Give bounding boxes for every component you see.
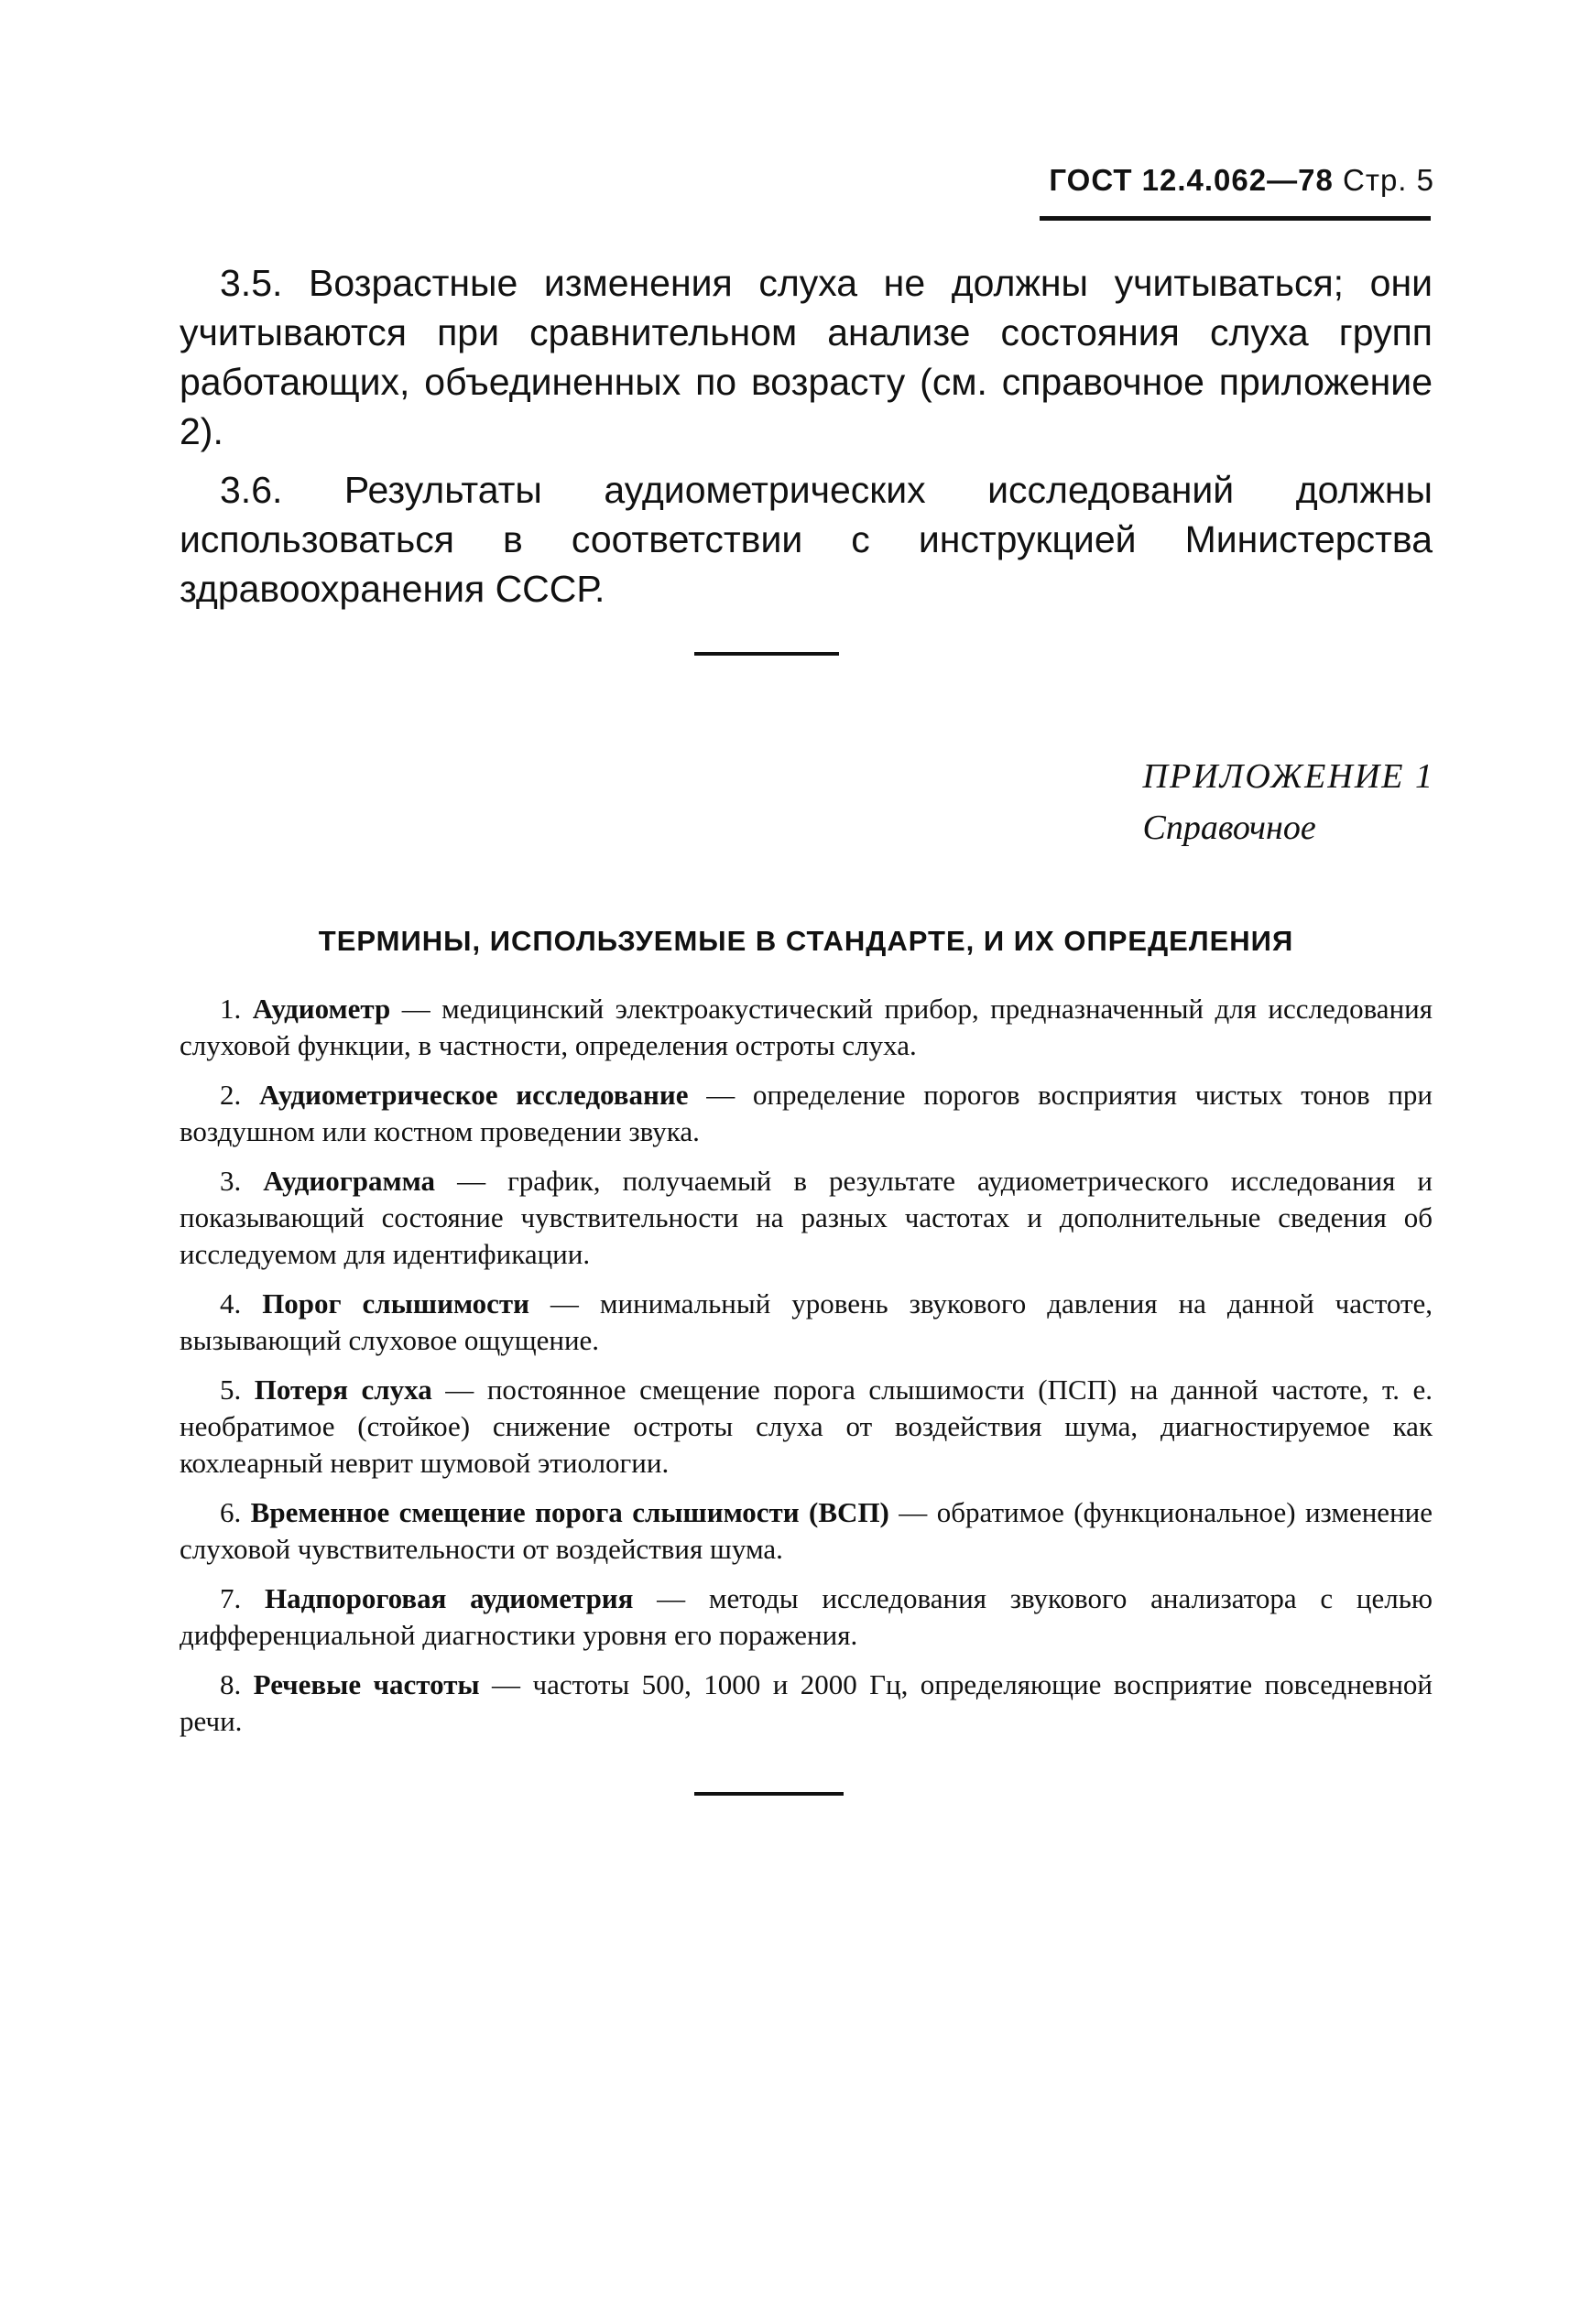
term-number: 5. xyxy=(220,1374,242,1406)
term-item xyxy=(180,1580,1433,1654)
term-number: 1. xyxy=(220,993,242,1025)
term-number: 6. xyxy=(220,1496,242,1528)
term-name: Надпороговая аудиометрия xyxy=(264,1582,634,1614)
term-name: Порог слышимости xyxy=(262,1287,529,1319)
section-divider xyxy=(694,652,839,656)
term-definition: — медицинский электроакустический прибор, предназначенный для исследования слуховой функции, в частности, определения остроты слуха. xyxy=(180,993,1433,1061)
end-divider xyxy=(694,1792,844,1796)
term-number: 4. xyxy=(220,1287,242,1319)
term-item xyxy=(180,991,1433,1064)
term-definition: — методы исследования звукового анализатора с целью дифференциальной диагностики уровня его поражения. xyxy=(180,1582,1433,1651)
term-item xyxy=(180,1667,1433,1740)
term-definition: — постоянное смещение порога слышимости (ПСП) на данной частоте, т. е. необратимое (стойкое) снижение остроты слуха от воздействия шума, диагностируемое как кохлеарный неврит шумовой этиологии. xyxy=(180,1374,1433,1479)
term-name: Временное смещение порога слышимости (ВСП) xyxy=(250,1496,889,1528)
term-number: 3. xyxy=(220,1165,242,1197)
section-3-text xyxy=(180,258,1433,623)
terms-list xyxy=(180,991,1433,1753)
appendix-title-block xyxy=(1143,751,1434,853)
term-name: Аудиометрическое исследование xyxy=(258,1079,689,1111)
term-number: 8. xyxy=(220,1668,242,1700)
term-definition: — частоты 500, 1000 и 2000 Гц, определяющие восприятие повседневной речи. xyxy=(180,1668,1433,1737)
paragraph-3-5: 3.5. Возрастные изменения слуха не должны учитываться; они учитываются при сравнительном анализе состояния слуха групп работающих, объединенных по возрасту (см. справочное приложение 2). xyxy=(180,262,1433,452)
appendix-title: ПРИЛОЖЕНИЕ 1 xyxy=(1142,757,1434,796)
terms-heading: ТЕРМИНЫ, ИСПОЛЬЗУЕМЫЕ В СТАНДАРТЕ, И ИХ ОПРЕДЕЛЕНИЯ xyxy=(318,925,1294,957)
document-code: ГОСТ 12.4.062—78 xyxy=(1049,163,1334,197)
term-name: Потеря слуха xyxy=(254,1374,432,1406)
term-number: 7. xyxy=(220,1582,242,1614)
page-header xyxy=(1049,163,1434,198)
term-definition: — минимальный уровень звукового давления на данной частоте, вызывающий слуховое ощущение. xyxy=(180,1287,1433,1356)
term-number: 2. xyxy=(220,1079,242,1111)
term-name: Аудиограмма xyxy=(263,1165,436,1197)
term-item xyxy=(180,1077,1433,1150)
page-number: Стр. 5 xyxy=(1343,163,1434,197)
term-name: Речевые частоты xyxy=(253,1668,480,1700)
term-definition: — обратимое (функциональное) изменение слуховой чувствительности от воздействия шума. xyxy=(180,1496,1433,1565)
term-definition: — определение порогов восприятия чистых тонов при воздушном или костном проведении звука. xyxy=(180,1079,1433,1147)
term-item xyxy=(180,1163,1433,1273)
term-item xyxy=(180,1286,1433,1359)
appendix-subtitle: Справочное xyxy=(1142,809,1316,847)
term-item xyxy=(180,1372,1433,1482)
term-definition: — график, получаемый в результате аудиометрического исследования и показывающий состояние чувствительности на разных частотах и дополнительные сведения об исследуемом для идентификации. xyxy=(180,1165,1433,1270)
term-name: Аудиометр xyxy=(252,993,391,1025)
header-rule xyxy=(1040,216,1431,221)
term-item xyxy=(180,1494,1433,1568)
paragraph-3-6: 3.6. Результаты аудиометрических исследований должны использоваться в соответствии с инструкцией Министерства здравоохранения СССР. xyxy=(180,469,1433,610)
